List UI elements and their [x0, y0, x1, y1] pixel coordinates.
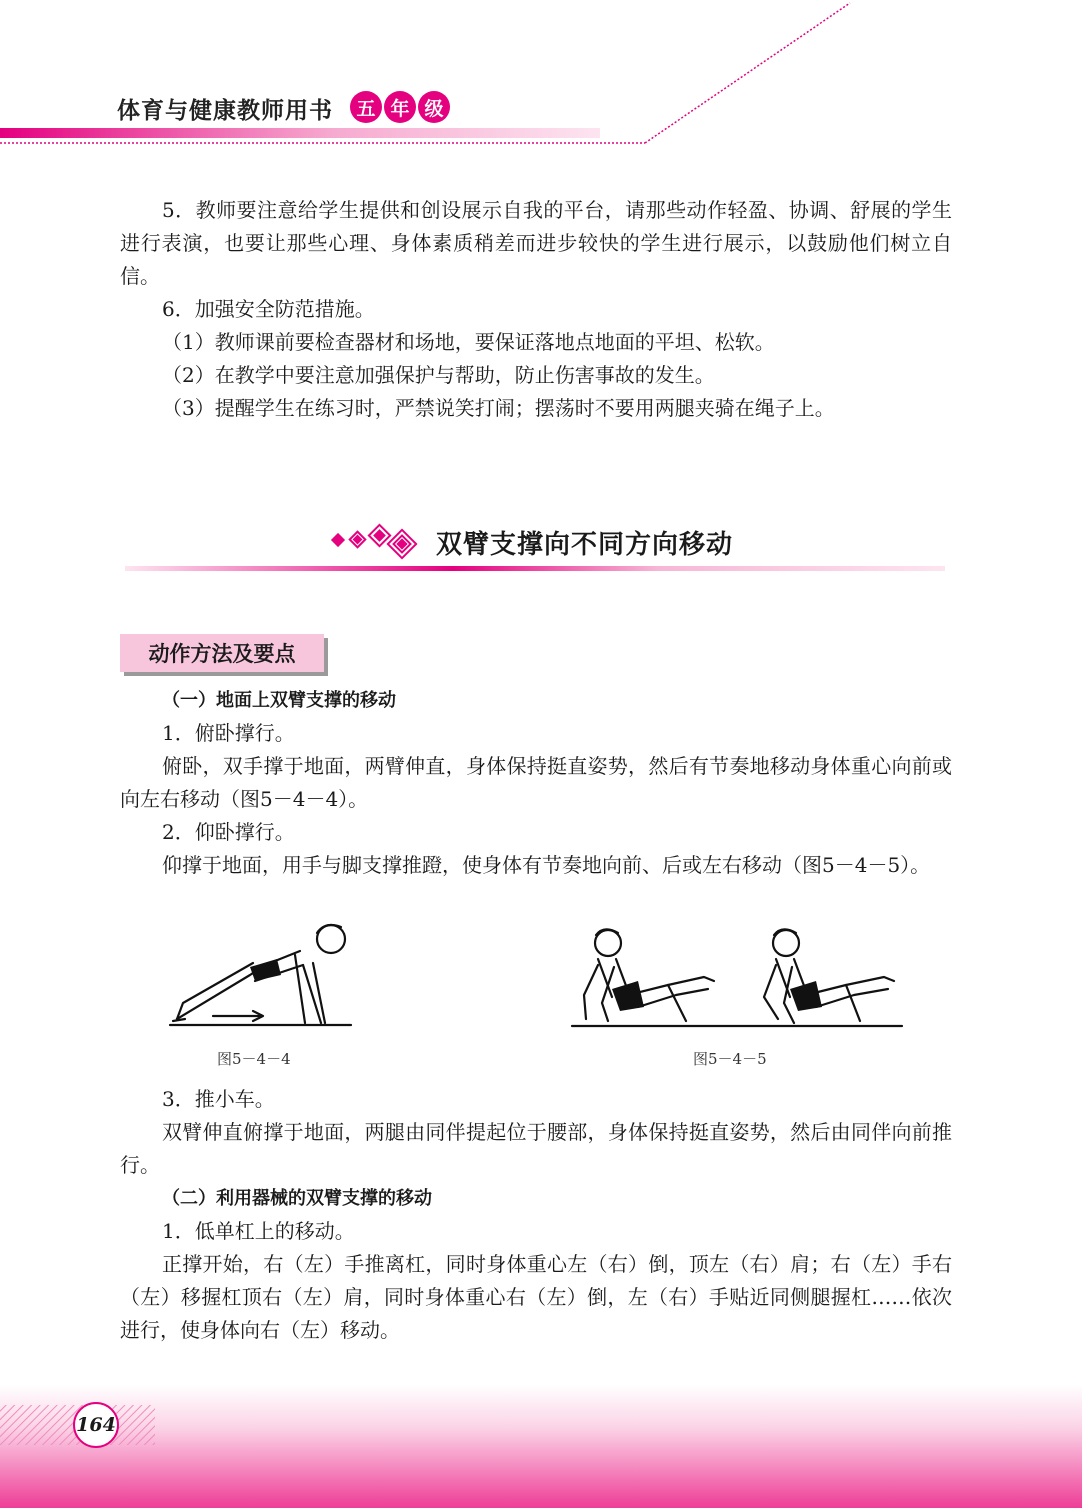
figure-supine-walk — [568, 915, 908, 1035]
grade-char: 五 — [350, 91, 382, 123]
item-title: 3．推小车。 — [162, 1087, 275, 1111]
subsection-title: 动作方法及要点 — [120, 634, 324, 672]
figure-caption: 图5－4－4 — [217, 1050, 291, 1068]
top-text-block — [120, 194, 952, 425]
paragraph: 正撑开始，右（左）手推离杠，同时身体重心左（右）倒，顶左（右）肩；右（左）手右（左）移握杠顶右（左）肩，同时身体重心右（左）倒，左（右）手贴近同侧腿握杠……依次进行，使身体向右（左）移动。 — [120, 1252, 952, 1342]
part-heading: （二）利用器械的双臂支撑的移动 — [162, 1188, 432, 1209]
section-title: 双臂支撑向不同方向移动 — [436, 530, 734, 560]
safety-item: （3）提醒学生在练习时，严禁说笑打闹；摆荡时不要用两腿夹骑在绳子上。 — [162, 396, 835, 420]
grade-char: 年 — [384, 91, 416, 123]
paragraph: 5．教师要注意给学生提供和创设展示自我的平台，请那些动作轻盈、协调、舒展的学生进行表演，也要让那些心理、身体素质稍差而进步较快的学生进行展示，以鼓励他们树立自信。 — [120, 198, 952, 288]
footer-decoration — [0, 1385, 1082, 1508]
page-number: 164 — [76, 1414, 116, 1436]
item-title: 1．低单杠上的移动。 — [162, 1219, 355, 1243]
paragraph: 双臂伸直俯撑于地面，两腿由同伴提起位于腰部，身体保持挺直姿势，然后由同伴向前推行。 — [120, 1120, 952, 1177]
page-header — [0, 0, 1082, 160]
page-footer — [0, 1385, 1082, 1508]
grade-char: 级 — [418, 91, 450, 123]
item-title: 1．俯卧撑行。 — [162, 721, 295, 745]
book-title: 体育与健康教师用书 — [117, 97, 333, 124]
safety-item: （1）教师课前要检查器材和场地，要保证落地点地面的平坦、松软。 — [162, 330, 775, 354]
grade-badge — [350, 91, 450, 123]
section-heading — [0, 522, 1082, 582]
part1-block — [120, 684, 952, 882]
figure-caption: 图5－4－5 — [693, 1050, 767, 1068]
paragraph: 仰撑于地面，用手与脚支撑推蹬，使身体有节奏地向前、后或左右移动（图5－4－5）。 — [162, 853, 931, 877]
paragraph: 6．加强安全防范措施。 — [162, 297, 375, 321]
safety-item: （2）在教学中要注意加强保护与帮助，防止伤害事故的发生。 — [162, 363, 715, 387]
part2-block — [120, 1083, 952, 1347]
paragraph: 俯卧，双手撑于地面，两臂伸直，身体保持挺直姿势，然后有节奏地移动身体重心向前或向左右移动（图5－4－4）。 — [120, 754, 952, 811]
figure-push-up-walk — [165, 915, 365, 1035]
header-decoration — [0, 0, 1082, 160]
part-heading: （一）地面上双臂支撑的移动 — [162, 690, 396, 711]
item-title: 2．仰卧撑行。 — [162, 820, 295, 844]
